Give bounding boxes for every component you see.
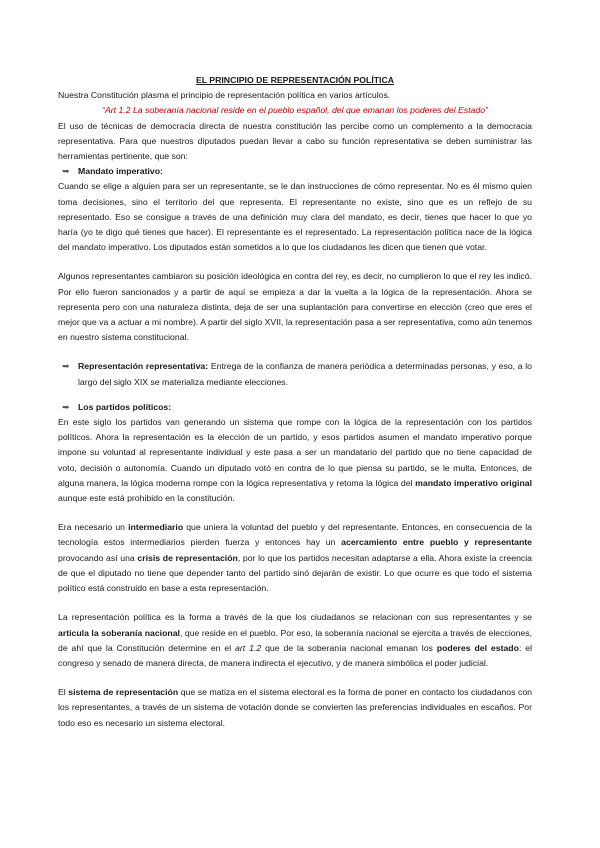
paragraph-intermediario: Era necesario un intermediario que uniera la voluntad del pueblo y del representante. Entonces, en consecuencia de la tecnología estos intermediarios pierden fuerza y entonces hay un acercamiento entre pueblo y representante provocando así una crisis de representación, por lo que los partidos necesitan adaptarse a ella. Ahora existe la creencia de que el diputado no tiene que depender tanto del partido sinó dejarán de existir. Lo que ocurre es que todo el sistema político está construido en base a esta representación. — [58, 522, 533, 594]
bullet-representacion — [62, 359, 532, 389]
paragraph-gap — [58, 671, 532, 685]
paragraph-mandato: Cuando se elige a alguien para ser un representante, se le dan instrucciones de cómo representar. No es él mismo quien toma decisiones, sino el territorio del que representa. El representante no existe, sino que es un reflejo de su representado. Eso se consigue a través de una definición muy clara del mandato, es decir, tienes que hacer lo que yo haría (yo te digo qué tienes que hacer). El representante es el representado. La representación política nace de la lógica del mandato imperativo. Los diputados están sometidos a lo que los ciudadanos les dicen que tienen que votar. — [58, 181, 532, 253]
bullet-mandato-imperativo — [62, 164, 532, 179]
intro-paragraph: Nuestra Constitución plasma el principio de representación política en varios artículos. — [58, 90, 391, 101]
bullet-partidos — [62, 400, 532, 415]
paragraph-gap — [58, 255, 532, 269]
paragraph-direct-democracy: El uso de técnicas de democracia directa de nuestra constitución las percibe como un complemento a la democracia representativa. Para que nuestros diputados puedan llevar a cabo su función representativa se deben suministrar las herramientas pertinente, que son: — [58, 120, 532, 162]
bullet-title: Mandato imperativo: — [78, 166, 163, 177]
paragraph-gap — [58, 390, 532, 400]
arrow-bullet-icon: ➥ — [62, 166, 70, 177]
arrow-bullet-icon: ➥ — [62, 361, 70, 372]
paragraph-sistema: El sistema de representación que se matiza en el sistema electoral es la forma de poner en contacto los ciudadanos con los representantes, a través de un sistema de votación donde se convierten las preferencias individuales en escaños. Por todo eso es necesario un sistema electoral. — [58, 687, 532, 728]
arrow-bullet-icon: ➥ — [62, 401, 70, 412]
bullet-title: Representación representativa: — [78, 361, 209, 372]
paragraph-gap — [58, 345, 532, 359]
article-quote: “Art 1.2 La soberanía nacional reside en el pueblo español, del que emanan los poderes del Estado” — [102, 105, 488, 116]
paragraph-partidos: En este siglo los partidos van generando un sistema que rompe con la lógica de la representación con los partidos políticos. Ahora la representación es la elección de un partido, y esos partidos asumen el mandato imperativo porque impone su voluntad al representante individual y este pasa a ser un mandatario del partido que no tiene capacidad de voto, decisión o autonomía. Cuando un diputado votó en contra de lo que piensa su partido, se le multa. Entonces, de alguna manera, la lógica moderna rompe con la lógica representativa y retoma la lógica del mandato imperativo original aunque este está prohibido en la constitución. — [58, 417, 532, 504]
page-title: EL PRINCIPIO DE REPRESENTACIÓN POLÍTICA — [195, 75, 395, 85]
paragraph-history: Algunos representantes cambiaron su posición ideológica en contra del rey, es decir, no cumplieron lo que el rey les indicó. Por ello fueron sancionados y a partir de aquí se empieza a dar la vuelta a la lógica de la representación. Ahora se representa pero con una naturaleza distinta, deja de ser una suplantación para convertirse en elección (creo que eres el mejor que va a actuar a mi nombre). A partir del siglo XVII, la representación pasa a ser representativa, como aún tenemos en nuestro sistema constitucional. — [58, 271, 532, 343]
paragraph-gap — [58, 596, 532, 610]
paragraph-gap — [58, 506, 532, 520]
document-body — [58, 73, 532, 731]
bullet-text — [78, 359, 532, 389]
bullet-title: Los partidos políticos: — [78, 401, 172, 412]
bullet-description: Entrega de la confianza de manera periódica a determinadas personas, y eso, a lo largo del siglo XIX se materializa mediante elecciones. — [78, 361, 533, 387]
paragraph-soberania: La representación política es la forma a través de la que los ciudadanos se relacionan con sus representantes y se articula la soberanía nacional, que reside en el pueblo. Por eso, la soberanía nacional se ejercita a través de elecciones, de ahí que la Constitución determine en el art 1.2 que de la soberanía nacional emanan los poderes del estado: el congreso y senado de manera directa, de manera indirecta el ejecutivo, y de manera simbólica el poder judicial. — [58, 612, 533, 668]
